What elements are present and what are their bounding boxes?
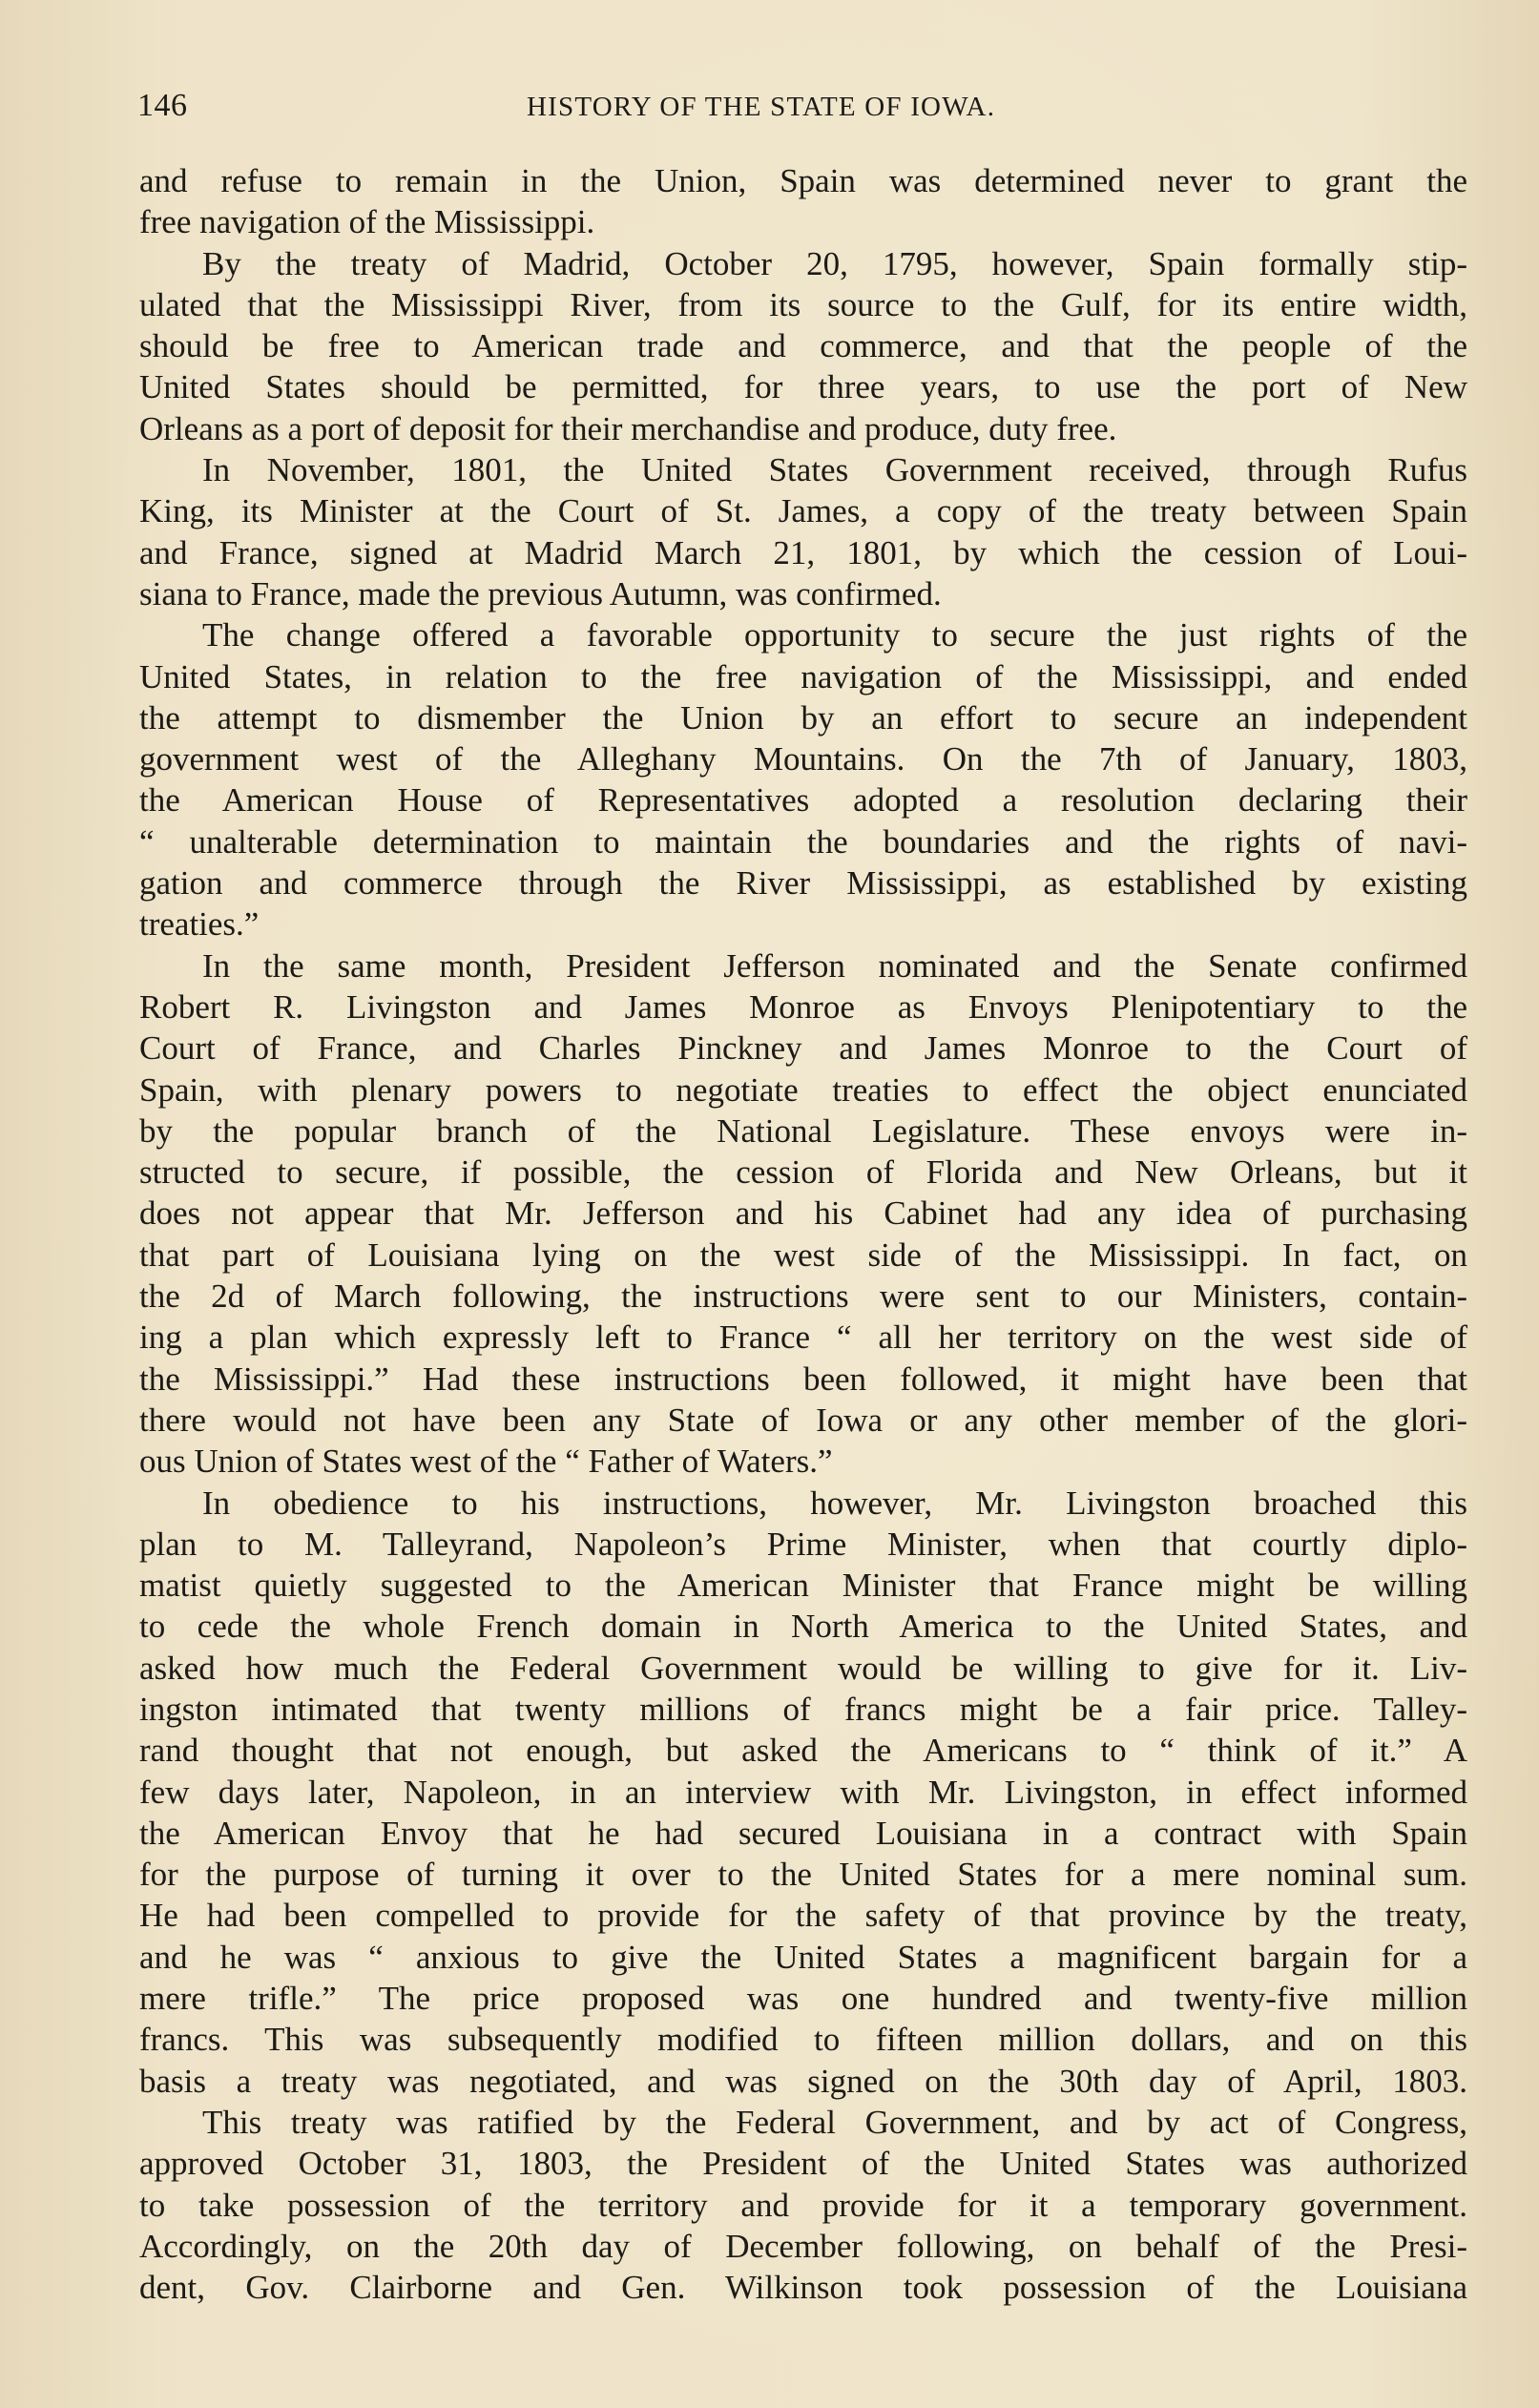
- text-line: asked how much the Federal Government would be willing to give for it. Liv-: [139, 1649, 1467, 1687]
- text-line: and France, signed at Madrid March 21, 1801, by which the cession of Loui-: [139, 533, 1467, 571]
- text-line: King, its Minister at the Court of St. James, a copy of the treaty between Spain: [139, 492, 1467, 530]
- text-line: In the same month, President Jefferson nominated and the Senate confirmed: [202, 946, 1467, 985]
- text-line: the American House of Representatives adopted a resolution declaring their: [139, 781, 1467, 820]
- text-line: free navigation of the Mississippi.: [139, 203, 595, 241]
- text-line: The change offered a favorable opportunity to secure the just rights of the: [202, 616, 1467, 654]
- text-line: the American Envoy that he had secured Louisiana in a contract with Spain: [139, 1814, 1467, 1852]
- text-line: the 2d of March following, the instructions were sent to our Ministers, contain-: [139, 1277, 1467, 1316]
- text-line: siana to France, made the previous Autumn, was confirmed.: [139, 574, 942, 612]
- text-line: treaties.”: [139, 905, 260, 944]
- text-line: does not appear that Mr. Jefferson and his Cabinet had any idea of purchasing: [139, 1194, 1467, 1233]
- text-line: ingston intimated that twenty millions of francs might be a fair price. Talley-: [139, 1690, 1467, 1728]
- text-line: gation and commerce through the River Mississippi, as established by existing: [139, 864, 1467, 903]
- text-line: United States should be permitted, for three years, to use the port of New: [139, 368, 1467, 406]
- text-line: mere trifle.” The price proposed was one hundred and twenty-five million: [139, 1980, 1467, 2018]
- text-line: basis a treaty was negotiated, and was signed on the 30th day of April, 1803.: [139, 2062, 1467, 2100]
- text-line: United States, in relation to the free navigation of the Mississippi, and ended: [139, 657, 1467, 695]
- text-line: “ unalterable determination to maintain the boundaries and the rights of navi-: [139, 822, 1467, 861]
- text-line: and he was “ anxious to give the United States a magnificent bargain for a: [139, 1938, 1467, 1976]
- text-line: plan to M. Talleyrand, Napoleon’s Prime Minister, when that courtly diplo-: [139, 1525, 1467, 1563]
- running-head: HISTORY OF THE STATE OF IOWA.: [527, 92, 996, 122]
- text-line: In November, 1801, the United States Government received, through Rufus: [202, 451, 1467, 489]
- text-line: By the treaty of Madrid, October 20, 1795, however, Spain formally stip-: [202, 244, 1467, 282]
- text-line: approved October 31, 1803, the President of the United States was authorized: [139, 2145, 1467, 2183]
- text-line: dent, Gov. Clairborne and Gen. Wilkinson took possession of the Louisiana: [139, 2269, 1467, 2307]
- text-line: for the purpose of turning it over to the United States for a mere nominal sum.: [139, 1856, 1467, 1894]
- text-line: to take possession of the territory and provide for it a temporary government.: [139, 2186, 1467, 2224]
- text-line: the Mississippi.” Had these instructions been followed, it might have been that: [139, 1360, 1467, 1398]
- text-line: ous Union of States west of the “ Father of Waters.”: [139, 1443, 833, 1481]
- text-line: should be free to American trade and commerce, and that the people of the: [139, 327, 1467, 365]
- text-line: He had been compelled to provide for the safety of that province by the treaty,: [139, 1897, 1467, 1935]
- text-line: Accordingly, on the 20th day of December following, on behalf of the Presi-: [139, 2227, 1467, 2265]
- text-line: Robert R. Livingston and James Monroe as Envoys Plenipotentiary to the: [139, 987, 1467, 1026]
- text-line: there would not have been any State of Iowa or any other member of the glori-: [139, 1401, 1467, 1439]
- text-line: matist quietly suggested to the American Minister that France might be willing: [139, 1567, 1467, 1605]
- text-line: and refuse to remain in the Union, Spain was determined never to grant the: [139, 162, 1467, 199]
- page-number: 146: [137, 88, 188, 123]
- text-line: structed to secure, if possible, the cession of Florida and New Orleans, but it: [139, 1153, 1467, 1192]
- page-header: [137, 88, 1473, 135]
- text-line: This treaty was ratified by the Federal Government, and by act of Congress,: [202, 2103, 1467, 2141]
- text-line: francs. This was subsequently modified to fifteen million dollars, and on this: [139, 2021, 1467, 2059]
- text-line: ulated that the Mississippi River, from its source to the Gulf, for its entire width,: [139, 285, 1467, 323]
- text-line: Court of France, and Charles Pinckney and James Monroe to the Court of: [139, 1029, 1467, 1068]
- text-line: few days later, Napoleon, in an interview with Mr. Livingston, in effect informed: [139, 1773, 1467, 1811]
- text-line: to cede the whole French domain in North America to the United States, and: [139, 1608, 1467, 1646]
- text-line: Orleans as a port of deposit for their merchandise and produce, duty free.: [139, 409, 1117, 447]
- text-line: ing a plan which expressly left to France “ all her territory on the west side of: [139, 1318, 1467, 1357]
- body-text: [139, 160, 1467, 2308]
- text-line: by the popular branch of the National Legislature. These envoys were in-: [139, 1111, 1467, 1150]
- text-line: Spain, with plenary powers to negotiate treaties to effect the object enunciated: [139, 1070, 1467, 1109]
- text-line: In obedience to his instructions, however, Mr. Livingston broached this: [202, 1484, 1467, 1522]
- text-line: that part of Louisiana lying on the west side of the Mississippi. In fact, on: [139, 1235, 1467, 1274]
- text-line: the attempt to dismember the Union by an effort to secure an independent: [139, 698, 1467, 737]
- text-line: government west of the Alleghany Mountains. On the 7th of January, 1803,: [139, 740, 1467, 778]
- text-line: rand thought that not enough, but asked the Americans to “ think of it.” A: [139, 1732, 1467, 1770]
